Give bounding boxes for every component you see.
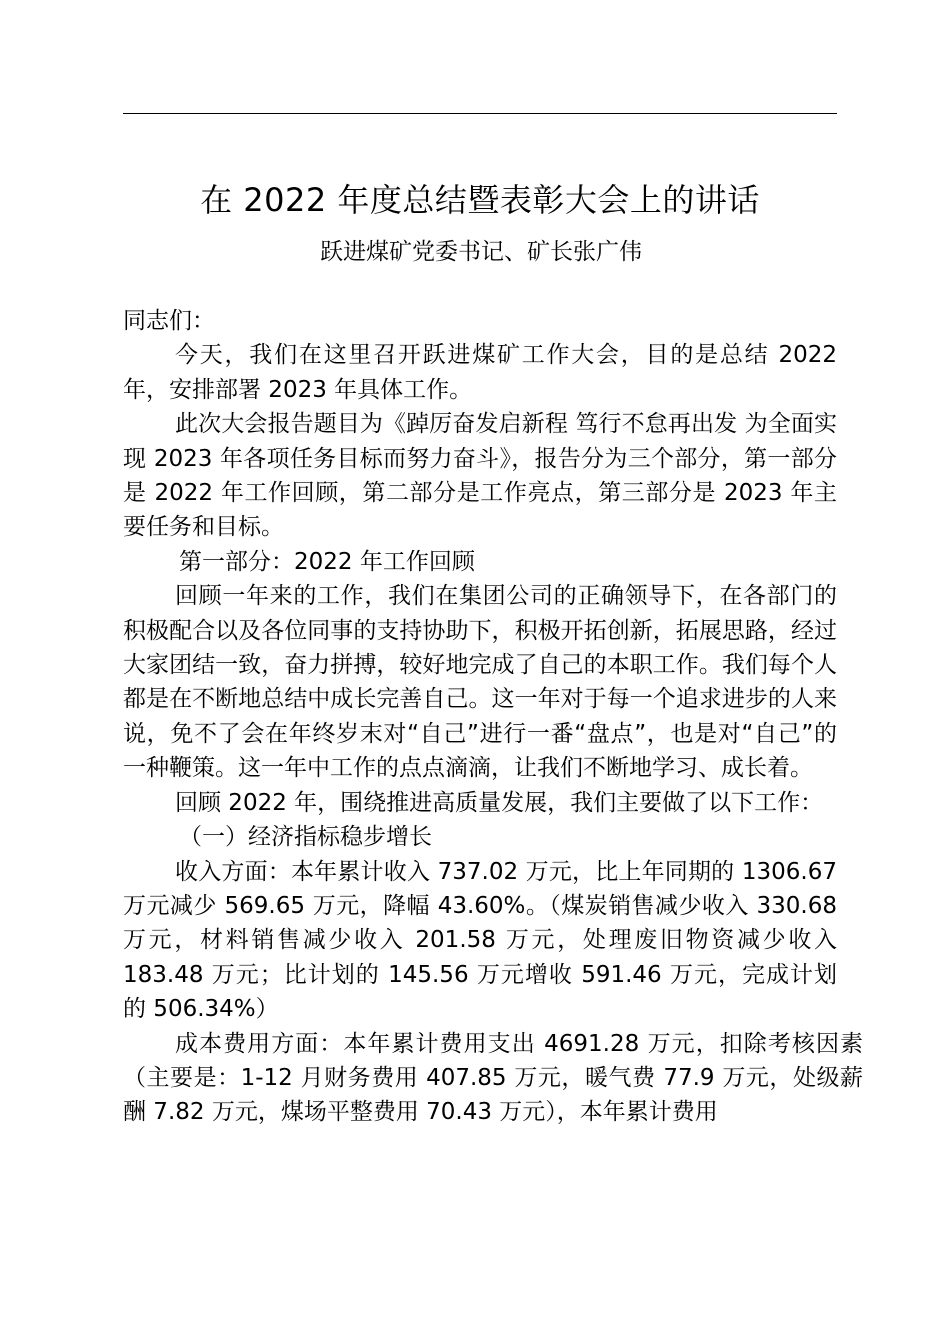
speech-title: 在 2022 年度总结暨表彰大会上的讲话	[200, 181, 760, 219]
body-paragraph: 成本费用方面：本年累计费用支出 4691.28 万元，扣除考核因素（主要是：1-12 月财务费用 407.85 万元，暖气费 77.9 万元，处级薪酬 7.82 万元，煤场平整费用 70.43 万元），本年累计费用	[123, 1030, 863, 1126]
speech-body	[123, 304, 863, 1130]
speaker-line: 跃进煤矿党委书记、矿长张广伟	[320, 239, 642, 265]
salutation: 同志们：	[123, 308, 215, 334]
subsection-heading: （一）经济指标稳步增长	[179, 824, 432, 851]
section-heading: 第一部分：2022 年工作回顾	[179, 548, 475, 575]
body-paragraph: 今天，我们在这里召开跃进煤矿工作大会，目的是总结 2022 年，安排部署 2023 年具体工作。	[123, 342, 837, 403]
body-paragraph: 回顾一年来的工作，我们在集团公司的正确领导下，在各部门的积极配合以及各位同事的支持协助下，积极开拓创新，拓展思路，经过大家团结一致，奋力拼搏，较好地完成了自己的本职工作。我们每个人都是在不断地总结中成长完善自己。这一年对于每一个追求进步的人来说，免不了会在年终岁末对“自己”进行一番“盘点”，也是对“自己”的一种鞭策。这一年中工作的点点滴滴，让我们不断地学习、成长着。	[123, 583, 837, 782]
body-paragraph: 收入方面：本年累计收入 737.02 万元，比上年同期的 1306.67 万元减少 569.65 万元，降幅 43.60%。（煤炭销售减少收入 330.68 万元，材料销售减少收入 201.58 万元，处理废旧物资减少收入 183.48 万元；比计划的 145.56 万元增收 591.46 万元，完成计划的 506.34%）	[123, 858, 837, 1023]
header-rule	[123, 113, 837, 114]
body-paragraph: 回顾 2022 年，围绕推进高质量发展，我们主要做了以下工作：	[175, 789, 824, 816]
body-paragraph: 此次大会报告题目为《踔厉奋发启新程 笃行不怠再出发 为全面实现 2023 年各项任务目标而努力奋斗》，报告分为三个部分，第一部分是 2022 年工作回顾，第二部分是工作亮点，第三部分是 2023 年主要任务和目标。	[123, 411, 837, 541]
